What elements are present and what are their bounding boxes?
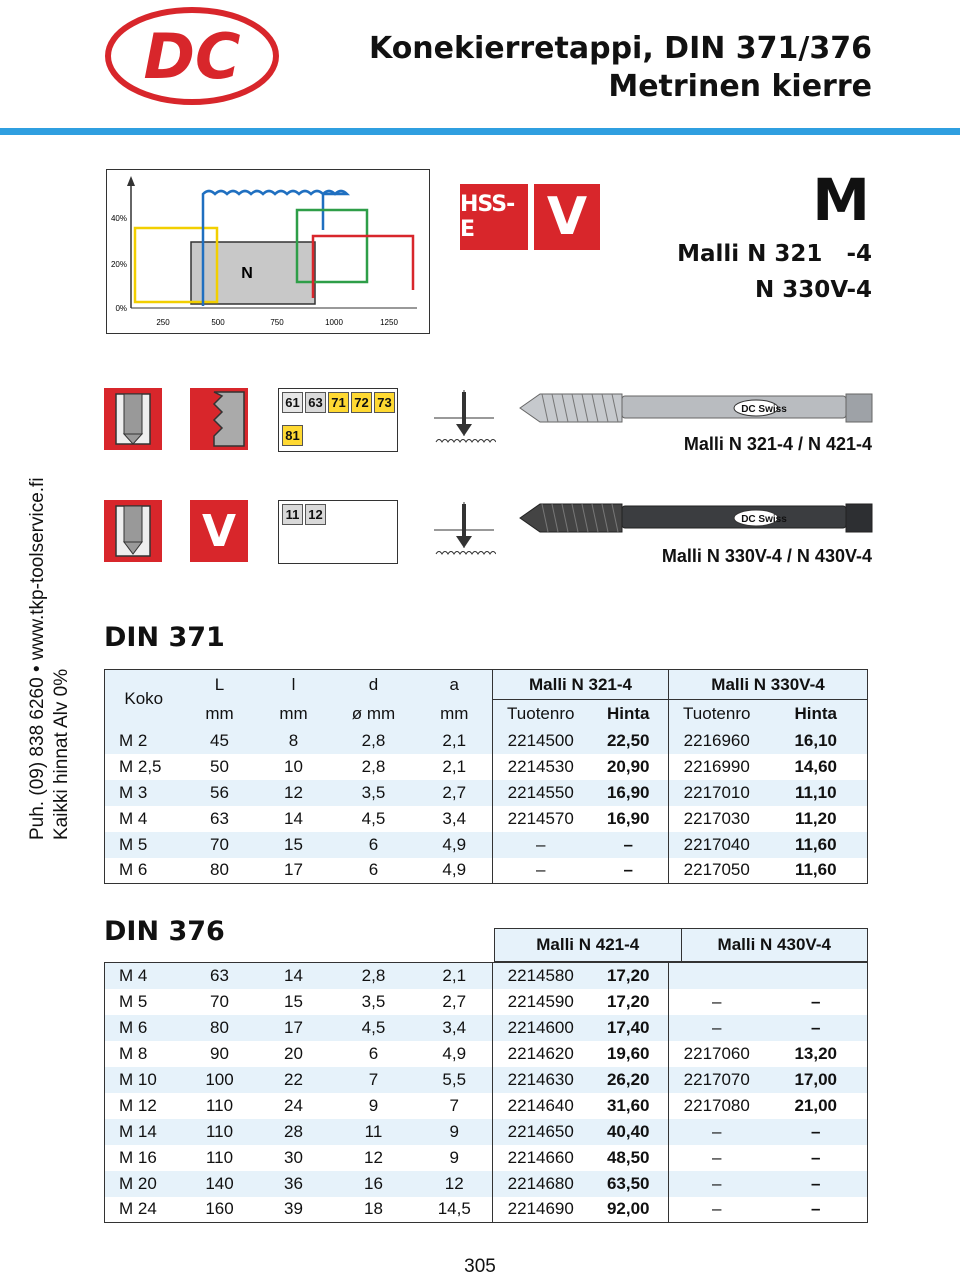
table-cell: 7 <box>417 1093 493 1119</box>
side-vat-line: Kaikki hinnat Alv 0% <box>51 668 72 840</box>
table-cell: 2217010 <box>669 780 765 806</box>
y-tick: 0% <box>115 304 127 313</box>
col-L-unit: mm <box>183 700 257 728</box>
table-cell: M 5 <box>105 832 183 858</box>
table-cell: 16,90 <box>589 780 669 806</box>
table-row <box>105 832 868 858</box>
table-cell: 6 <box>331 858 417 884</box>
col-hinta-1: Hinta <box>589 700 669 728</box>
material-chip: 63 <box>305 392 326 413</box>
table-cell: 22 <box>257 1067 331 1093</box>
table-cell: 22,50 <box>589 728 669 754</box>
x-tick: 500 <box>211 318 225 327</box>
table-cell: 56 <box>183 780 257 806</box>
table-cell: M 20 <box>105 1171 183 1197</box>
table-cell: 100 <box>183 1067 257 1093</box>
table-row <box>105 806 868 832</box>
table-cell: 20 <box>257 1041 331 1067</box>
din-376-heading: DIN 376 <box>104 916 225 947</box>
col-L: L <box>183 670 257 700</box>
table-cell: 90 <box>183 1041 257 1067</box>
table-cell: 20,90 <box>589 754 669 780</box>
v-coating-icon: V <box>190 500 248 562</box>
material-chip: 71 <box>328 392 349 413</box>
table-cell: 28 <box>257 1119 331 1145</box>
material-chip: 11 <box>282 504 303 525</box>
table-cell: 11,10 <box>765 780 868 806</box>
side-contact <box>26 420 74 840</box>
table-cell: 16,90 <box>589 806 669 832</box>
table-cell: 63,50 <box>589 1171 669 1197</box>
through-hole-icon <box>104 500 162 562</box>
table-cell: 2217030 <box>669 806 765 832</box>
page-title <box>369 30 872 106</box>
material-groups-box-1 <box>278 388 398 452</box>
title-line-2: Metrinen kierre <box>608 69 872 104</box>
table-cell: 17,00 <box>765 1067 868 1093</box>
col-l: l <box>257 670 331 700</box>
table-cell: 2217040 <box>669 832 765 858</box>
table-row <box>105 780 868 806</box>
table-cell: 2214570 <box>493 806 589 832</box>
material-chip: 72 <box>351 392 372 413</box>
table-cell: M 5 <box>105 989 183 1015</box>
x-tick: 1250 <box>380 318 398 327</box>
y-tick: 40% <box>110 214 127 223</box>
application-chart-svg <box>107 170 429 333</box>
material-groups-box-2 <box>278 500 398 564</box>
table-cell: 80 <box>183 858 257 884</box>
table-row <box>105 754 868 780</box>
table-cell: 9 <box>417 1119 493 1145</box>
din-376-table <box>104 962 868 1223</box>
table-cell: 3,4 <box>417 1015 493 1041</box>
table-cell: M 2,5 <box>105 754 183 780</box>
table-row <box>105 1145 868 1171</box>
table-cell: 4,5 <box>331 806 417 832</box>
table-cell: M 6 <box>105 858 183 884</box>
table-cell: 2,1 <box>417 728 493 754</box>
table-cell: 7 <box>331 1067 417 1093</box>
tap-brand-label: DC Swiss <box>741 514 787 525</box>
table-cell: 160 <box>183 1197 257 1223</box>
table-cell: 17,40 <box>589 1015 669 1041</box>
table-cell: 2214550 <box>493 780 589 806</box>
table-cell <box>669 963 765 989</box>
table-cell: 30 <box>257 1145 331 1171</box>
table-cell: 17 <box>257 858 331 884</box>
table-cell: 2214500 <box>493 728 589 754</box>
table-row <box>105 1119 868 1145</box>
table-cell: 2217080 <box>669 1093 765 1119</box>
table-cell: – <box>493 832 589 858</box>
table-cell: 63 <box>183 963 257 989</box>
table-row <box>105 1093 868 1119</box>
table-cell: – <box>765 1119 868 1145</box>
table-row <box>105 1067 868 1093</box>
region-label: N <box>241 265 253 282</box>
table-cell: 11,20 <box>765 806 868 832</box>
table-row <box>105 1197 868 1223</box>
table-cell: 9 <box>417 1145 493 1171</box>
table-cell: 11 <box>331 1119 417 1145</box>
table-cell: 2,7 <box>417 780 493 806</box>
table-cell: 110 <box>183 1093 257 1119</box>
col-hinta-2: Hinta <box>765 700 868 728</box>
y-tick: 20% <box>110 260 127 269</box>
table-cell: 2214660 <box>493 1145 589 1171</box>
table-cell: 2,8 <box>331 963 417 989</box>
col-l-unit: mm <box>257 700 331 728</box>
table-cell: 140 <box>183 1171 257 1197</box>
material-chip: 12 <box>305 504 326 525</box>
table-cell: 45 <box>183 728 257 754</box>
table-cell: M 10 <box>105 1067 183 1093</box>
blind-hole-icon <box>104 388 162 450</box>
col-d: d <box>331 670 417 700</box>
din-371-heading: DIN 371 <box>104 622 225 653</box>
table-cell: 2214600 <box>493 1015 589 1041</box>
table-cell: 11,60 <box>765 858 868 884</box>
din-371-table <box>104 669 868 884</box>
table-cell: 2,1 <box>417 754 493 780</box>
table-cell: 2,8 <box>331 728 417 754</box>
logo-text: DC <box>143 20 241 93</box>
table-cell: 70 <box>183 989 257 1015</box>
table-cell: 4,5 <box>331 1015 417 1041</box>
table-cell: – <box>765 1171 868 1197</box>
table-cell: M 12 <box>105 1093 183 1119</box>
col-a-unit: mm <box>417 700 493 728</box>
table-cell: 2214620 <box>493 1041 589 1067</box>
table-cell: M 8 <box>105 1041 183 1067</box>
thread-profile-icon <box>190 388 248 450</box>
table-cell: 5,5 <box>417 1067 493 1093</box>
table-cell: 80 <box>183 1015 257 1041</box>
table-cell: 21,00 <box>765 1093 868 1119</box>
table-cell: 16 <box>331 1171 417 1197</box>
table-row <box>105 1015 868 1041</box>
table-cell: 3,5 <box>331 989 417 1015</box>
table-cell: 2214530 <box>493 754 589 780</box>
table-row <box>105 1041 868 1067</box>
din-376-model-header <box>494 928 868 962</box>
model-list <box>677 236 872 308</box>
tap-brand-label: DC Swiss <box>741 404 787 415</box>
table-cell: 4,9 <box>417 1041 493 1067</box>
table-cell: 48,50 <box>589 1145 669 1171</box>
table-cell: 14,5 <box>417 1197 493 1223</box>
dc-logo <box>104 6 280 106</box>
table-cell: 9 <box>331 1093 417 1119</box>
tap-caption-2: Malli N 330V-4 / N 430V-4 <box>661 546 872 566</box>
table-row <box>105 1171 868 1197</box>
table-cell: 14,60 <box>765 754 868 780</box>
material-chip: 73 <box>374 392 395 413</box>
table-cell: 2216990 <box>669 754 765 780</box>
table-cell: 2,8 <box>331 754 417 780</box>
col-model-2: Malli N 330V-4 <box>669 670 868 700</box>
col-koko: Koko <box>105 670 183 728</box>
table-cell: 6 <box>331 1041 417 1067</box>
application-chart <box>106 169 430 334</box>
table-cell: 19,60 <box>589 1041 669 1067</box>
table-cell: 40,40 <box>589 1119 669 1145</box>
table-cell: – <box>669 1197 765 1223</box>
model-line-1: Malli N 321 -4 <box>677 241 872 267</box>
tap-geometry-icon-2 <box>432 500 496 564</box>
table-cell: – <box>493 858 589 884</box>
table-cell: 2214690 <box>493 1197 589 1223</box>
table-cell: 2217070 <box>669 1067 765 1093</box>
table-cell: 2,7 <box>417 989 493 1015</box>
table-cell: 17 <box>257 1015 331 1041</box>
page-number: 305 <box>464 1256 496 1277</box>
material-chip: 81 <box>282 425 303 446</box>
material-region-red <box>313 236 413 298</box>
table-cell: 12 <box>417 1171 493 1197</box>
table-cell: 4,9 <box>417 832 493 858</box>
thread-type-letter: M <box>812 166 870 234</box>
table-cell: M 2 <box>105 728 183 754</box>
col-model-1: Malli N 321-4 <box>493 670 669 700</box>
table-cell: 2214590 <box>493 989 589 1015</box>
table-row <box>105 858 868 884</box>
table-cell: 14 <box>257 806 331 832</box>
table-cell: 2214650 <box>493 1119 589 1145</box>
table-cell: 6 <box>331 832 417 858</box>
table-cell <box>765 963 868 989</box>
x-tick: 750 <box>270 318 284 327</box>
table-cell: – <box>669 1015 765 1041</box>
tap-caption-1: Malli N 321-4 / N 421-4 <box>683 434 872 454</box>
table-cell: – <box>765 1197 868 1223</box>
table-cell: M 3 <box>105 780 183 806</box>
tap-image-dark <box>512 498 874 538</box>
tap-image-bright <box>512 388 874 428</box>
table-row <box>105 728 868 754</box>
table-cell: 12 <box>331 1145 417 1171</box>
table-cell: 26,20 <box>589 1067 669 1093</box>
table-cell: 110 <box>183 1119 257 1145</box>
col-tuotenro-1: Tuotenro <box>493 700 589 728</box>
table-cell: – <box>589 832 669 858</box>
v-badge: V <box>534 184 600 250</box>
table-cell: M 16 <box>105 1145 183 1171</box>
table-cell: 3,4 <box>417 806 493 832</box>
col-d-unit: ø mm <box>331 700 417 728</box>
table-cell: 70 <box>183 832 257 858</box>
table-cell: 4,9 <box>417 858 493 884</box>
table-cell: 16,10 <box>765 728 868 754</box>
table-cell: – <box>669 1171 765 1197</box>
table-cell: – <box>669 989 765 1015</box>
table-cell: 3,5 <box>331 780 417 806</box>
hss-e-badge: HSS-E <box>460 184 528 250</box>
table-cell: 2216960 <box>669 728 765 754</box>
table-cell: 2214680 <box>493 1171 589 1197</box>
x-tick: 250 <box>156 318 170 327</box>
table-cell: M 14 <box>105 1119 183 1145</box>
table-row <box>105 963 868 989</box>
table-cell: 36 <box>257 1171 331 1197</box>
table-cell: 8 <box>257 728 331 754</box>
model-line-2: N 330V-4 <box>755 277 872 303</box>
table-cell: 15 <box>257 989 331 1015</box>
col-model-430: Malli N 430V-4 <box>681 929 868 961</box>
table-row <box>105 989 868 1015</box>
table-cell: 31,60 <box>589 1093 669 1119</box>
tap-geometry-icon <box>432 388 496 452</box>
col-model-421: Malli N 421-4 <box>536 935 640 954</box>
table-cell: 92,00 <box>589 1197 669 1223</box>
table-cell: 2,1 <box>417 963 493 989</box>
table-cell: 110 <box>183 1145 257 1171</box>
table-cell: – <box>589 858 669 884</box>
col-a: a <box>417 670 493 700</box>
table-cell: 18 <box>331 1197 417 1223</box>
table-cell: 15 <box>257 832 331 858</box>
table-cell: M 4 <box>105 963 183 989</box>
header-divider <box>0 128 960 135</box>
table-cell: 50 <box>183 754 257 780</box>
table-cell: M 4 <box>105 806 183 832</box>
table-cell: 2214630 <box>493 1067 589 1093</box>
x-tick: 1000 <box>325 318 343 327</box>
table-cell: 2217060 <box>669 1041 765 1067</box>
table-cell: M 24 <box>105 1197 183 1223</box>
table-cell: 39 <box>257 1197 331 1223</box>
table-cell: 2217050 <box>669 858 765 884</box>
side-contact-line: Puh. (09) 838 6260 • www.tkp-toolservice.fi <box>27 477 48 840</box>
table-cell: – <box>765 1145 868 1171</box>
table-cell: 13,20 <box>765 1041 868 1067</box>
table-cell: 17,20 <box>589 963 669 989</box>
material-chip: 61 <box>282 392 303 413</box>
table-cell: 14 <box>257 963 331 989</box>
table-cell: – <box>765 1015 868 1041</box>
table-cell: 63 <box>183 806 257 832</box>
table-cell: – <box>765 989 868 1015</box>
title-line-1: Konekierretappi, DIN 371/376 <box>368 31 872 66</box>
table-cell: 12 <box>257 780 331 806</box>
table-cell: 24 <box>257 1093 331 1119</box>
table-cell: M 6 <box>105 1015 183 1041</box>
table-cell: 17,20 <box>589 989 669 1015</box>
table-cell: 2214580 <box>493 963 589 989</box>
table-cell: 2214640 <box>493 1093 589 1119</box>
col-tuotenro-2: Tuotenro <box>669 700 765 728</box>
table-cell: 11,60 <box>765 832 868 858</box>
table-cell: 10 <box>257 754 331 780</box>
table-cell: – <box>669 1119 765 1145</box>
table-cell: – <box>669 1145 765 1171</box>
